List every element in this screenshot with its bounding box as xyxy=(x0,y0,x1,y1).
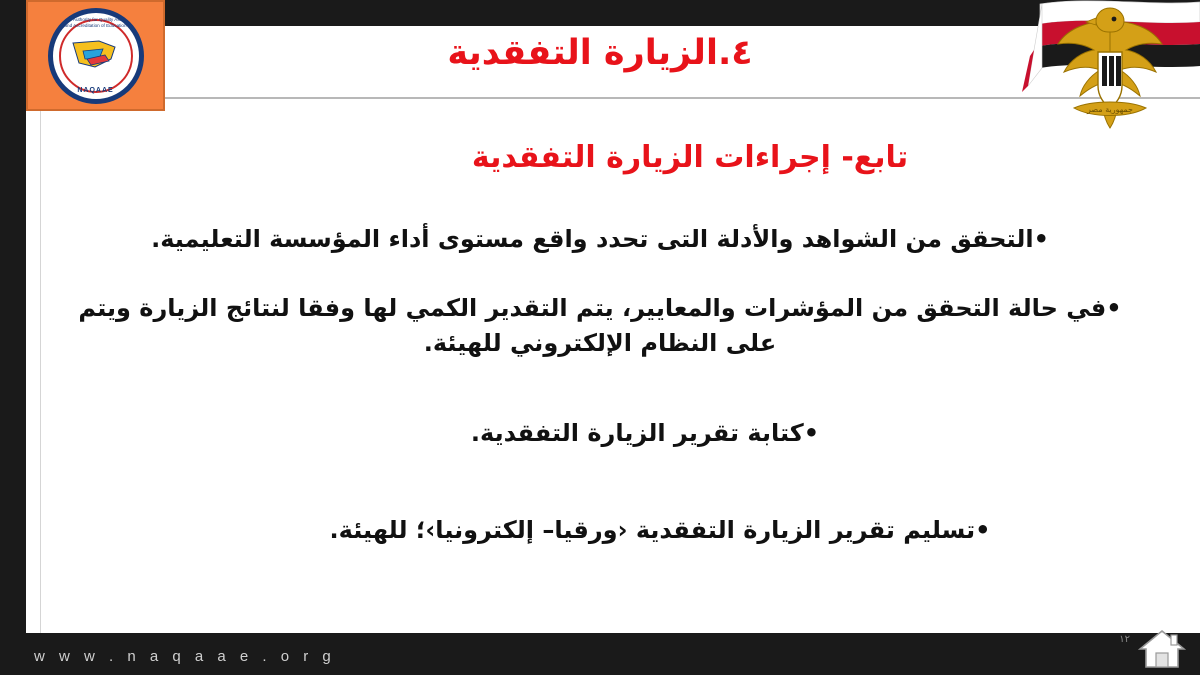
eagle-of-saladin-emblem xyxy=(1050,4,1170,136)
page-title: ٤.الزيارة التفقدية xyxy=(447,33,753,73)
list-item: •في حالة التحقق من المؤشرات والمعايير، يتم التقدير الكمي لها وفقا لنتائج الزيارة ويتم على النظام الإلكتروني للهيئة. xyxy=(78,293,1122,357)
naqaae-logo xyxy=(26,0,165,111)
bullet-list xyxy=(55,222,1145,582)
logo-acronym: NAQAAE xyxy=(77,86,114,94)
logo-top-text: National Authority for Quality Assurance and Accreditation of Education xyxy=(55,16,136,28)
footer-url: w w w . n a q a a e . o r g xyxy=(34,648,336,665)
home-icon[interactable] xyxy=(1138,627,1186,669)
header-divider xyxy=(40,97,1200,99)
list-item: •كتابة تقرير الزيارة التفقدية. xyxy=(470,419,820,448)
list-item: •التحقق من الشواهد والأدلة التى تحدد واقع مستوى أداء المؤسسة التعليمية. xyxy=(151,225,1049,253)
list-item: •تسليم تقرير الزيارة التفقدية ‹ورقيا– إلكترونيا›؛ للهيئة. xyxy=(329,516,991,545)
page-number: ١٢ xyxy=(1119,634,1130,645)
section-subtitle: تابع- إجراءات الزيارة التفقدية xyxy=(471,140,909,175)
sheet-edge-divider xyxy=(40,26,41,633)
egypt-map-icon xyxy=(69,37,123,71)
left-band xyxy=(0,0,26,675)
svg-text:جمهورية مصر: جمهورية مصر xyxy=(1087,105,1133,114)
logo-circle xyxy=(48,8,144,104)
